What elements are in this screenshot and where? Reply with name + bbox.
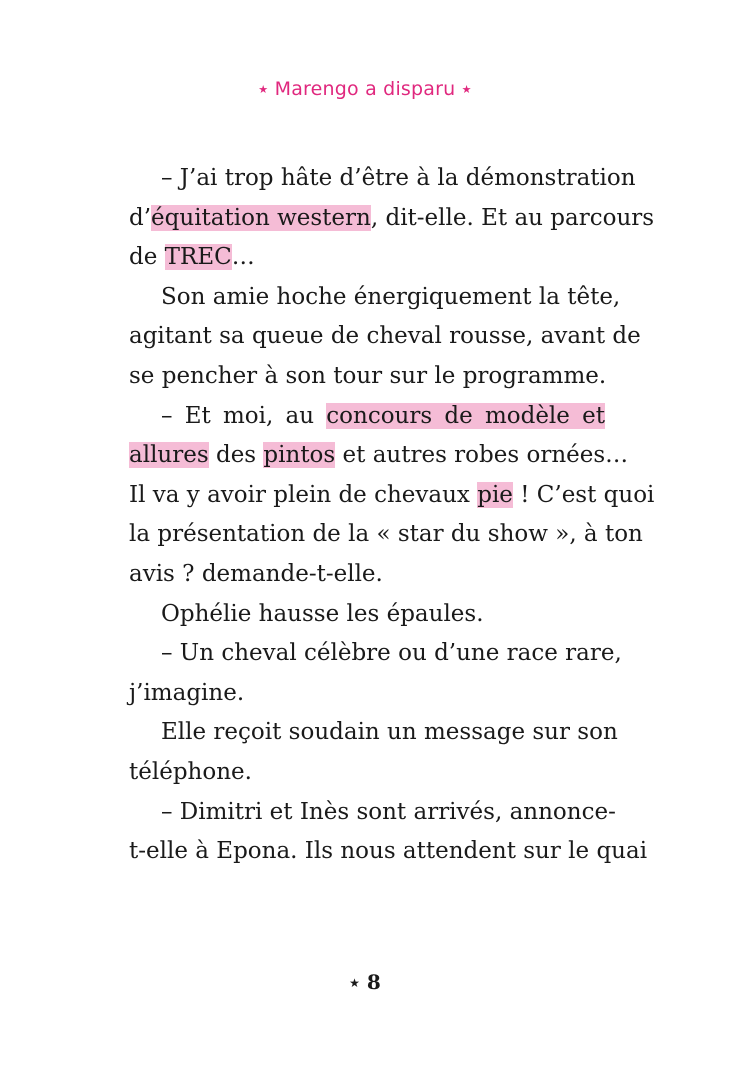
text-line: – Dimitri et Inès sont arrivés, annonce- bbox=[161, 798, 616, 825]
star-icon: ★ bbox=[461, 83, 472, 96]
text-line: agitant sa queue de cheval rousse, avant de bbox=[129, 323, 641, 350]
glossary-term-equitation-western: équitation western bbox=[151, 204, 371, 231]
text-fragment: ! C’est quoi bbox=[512, 481, 655, 508]
text-fragment: et autres robes ornées… bbox=[335, 442, 629, 469]
text-fragment: , dit-elle. Et au parcours bbox=[370, 204, 655, 231]
text-fragment: … bbox=[231, 244, 255, 271]
star-icon: ★ bbox=[349, 976, 360, 990]
glossary-term-trec: TREC bbox=[164, 244, 232, 271]
text-line: téléphone. bbox=[129, 758, 252, 785]
page-footer bbox=[0, 970, 730, 994]
text-fragment: des bbox=[208, 442, 264, 469]
text-line: Ophélie hausse les épaules. bbox=[161, 600, 484, 627]
text-line: se pencher à son tour sur le programme. bbox=[129, 362, 607, 389]
text-line bbox=[129, 238, 605, 278]
text-fragment: – Et moi, au bbox=[161, 402, 327, 429]
star-icon: ★ bbox=[258, 83, 269, 96]
text-line bbox=[129, 199, 655, 239]
glossary-term-pie: pie bbox=[477, 481, 513, 508]
text-line: Son amie hoche énergiquement la tête, bbox=[161, 283, 621, 310]
text-line: la présentation de la « star du show », à ton bbox=[129, 521, 643, 548]
glossary-term-allures: allures bbox=[129, 442, 209, 469]
text-line: t-elle à Epona. Ils nous attendent sur le quai bbox=[129, 838, 648, 865]
text-line: j’imagine. bbox=[129, 679, 245, 706]
text-line: avis ? demande-t-elle. bbox=[129, 560, 383, 587]
text-fragment: Il va y avoir plein de chevaux bbox=[129, 481, 478, 508]
text-line: – Un cheval célèbre ou d’une race rare, bbox=[161, 640, 622, 667]
text-line bbox=[129, 436, 629, 476]
text-line: – J’ai trop hâte d’être à la démonstration bbox=[161, 165, 636, 191]
glossary-term-concours-modele-allures: concours de modèle et bbox=[326, 402, 605, 429]
text-line: Elle reçoit soudain un message sur son bbox=[161, 719, 618, 746]
text-line bbox=[129, 476, 655, 516]
text-fragment: d’ bbox=[129, 204, 152, 231]
glossary-term-pintos: pintos bbox=[263, 442, 336, 469]
page-body bbox=[129, 159, 655, 872]
text-line bbox=[129, 397, 605, 437]
running-header bbox=[0, 78, 730, 100]
text-fragment: de bbox=[129, 244, 165, 271]
book-title: Marengo a disparu bbox=[274, 78, 456, 100]
page-number: 8 bbox=[366, 970, 381, 994]
